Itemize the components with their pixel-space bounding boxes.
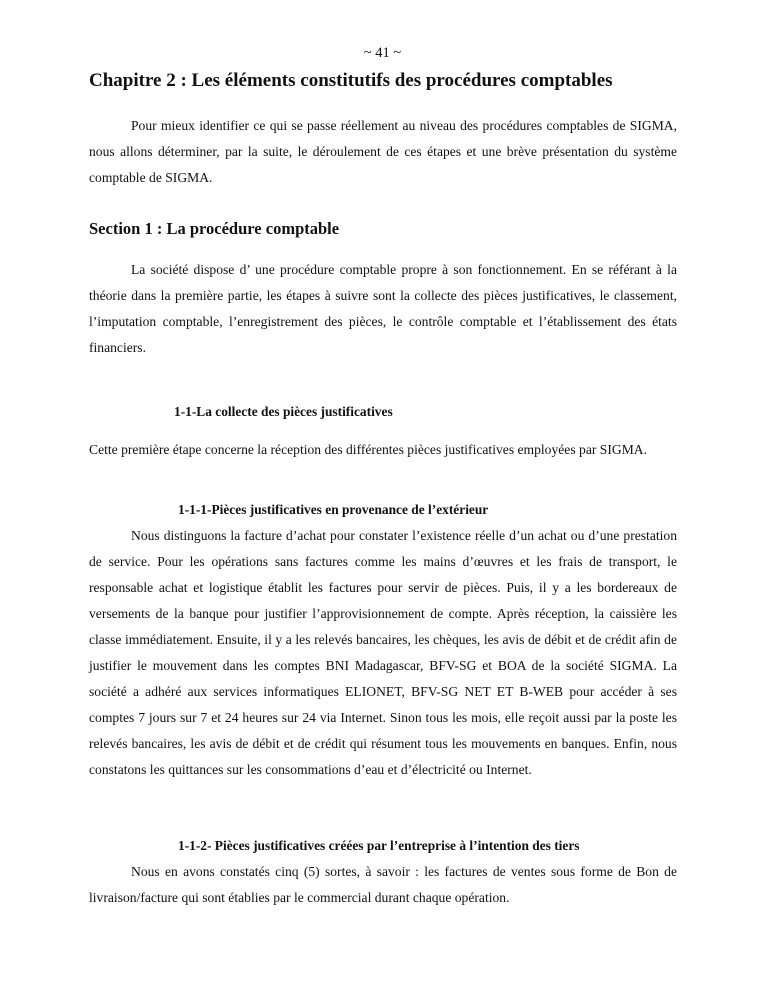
page-number: ~ 41 ~ [363,45,402,61]
subsection-1-1-1-paragraph: Nous distinguons la facture d’achat pour constater l’existence réelle d’un achat ou d’une prestation de service. Pour les opérations sans factures comme les mains d’œuvres et les frais de transport, le responsable achat et logistique établit les factures pour servir de pièces. Puis, il y a les bordereaux de versements de la banque pour justifier l’approvisionnement de compte. Après réception, la caissière les classe immédiatement. Ensuite, il y a les relevés bancaires, les chèques, les avis de débit et de crédit afin de justifier le mouvement dans les comptes BNI Madagascar, BFV-SG et BOA de la société SIGMA. La société a adhéré aux services informatiques ELIONET, BFV-SG NET ET B-WEB pour accéder à ses comptes 7 jours sur 7 et 24 heures sur 24 via Internet. Sinon tous les mois, elle reçoit aussi par la poste les relevés bancaires, les avis de débit et de crédit qui résument tous les mouvements en banques. Enfin, nous constatons les quittances sur les consommations d’eau et d’électricité ou Internet. [89,528,677,777]
intro-paragraph: Pour mieux identifier ce qui se passe réellement au niveau des procédures comptables de SIGMA, nous allons déterminer, par la suite, le déroulement de ces étapes et une brève présentation du système comptable de SIGMA. [89,118,677,185]
subsection-1-1-paragraph: Cette première étape concerne la réception des différentes pièces justificatives employées par SIGMA. [89,442,647,457]
subsection-1-1-title: 1-1-La collecte des pièces justificatives [174,404,393,419]
section-1-paragraph: La société dispose d’ une procédure comptable propre à son fonctionnement. En se référant à la théorie dans la première partie, les étapes à suivre sont la collecte des pièces justificatives, le classement, l’imputation comptable, l’enregistrement des pièces, le contrôle comptable et l’établissement des états financiers. [89,262,677,355]
section-1-title: Section 1 : La procédure comptable [89,219,340,238]
subsection-1-1-2-paragraph: Nous en avons constatés cinq (5) sortes, à savoir : les factures de ventes sous forme de Bon de livraison/facture qui sont établies par le commercial durant chaque opération. [89,864,677,905]
subsection-1-1-2-title: 1-1-2- Pièces justificatives créées par l’entreprise à l’intention des tiers [178,838,580,853]
chapter-title: Chapitre 2 : Les éléments constitutifs des procédures comptables [89,70,613,91]
subsection-1-1-1-title: 1-1-1-Pièces justificatives en provenance de l’extérieur [178,502,489,517]
